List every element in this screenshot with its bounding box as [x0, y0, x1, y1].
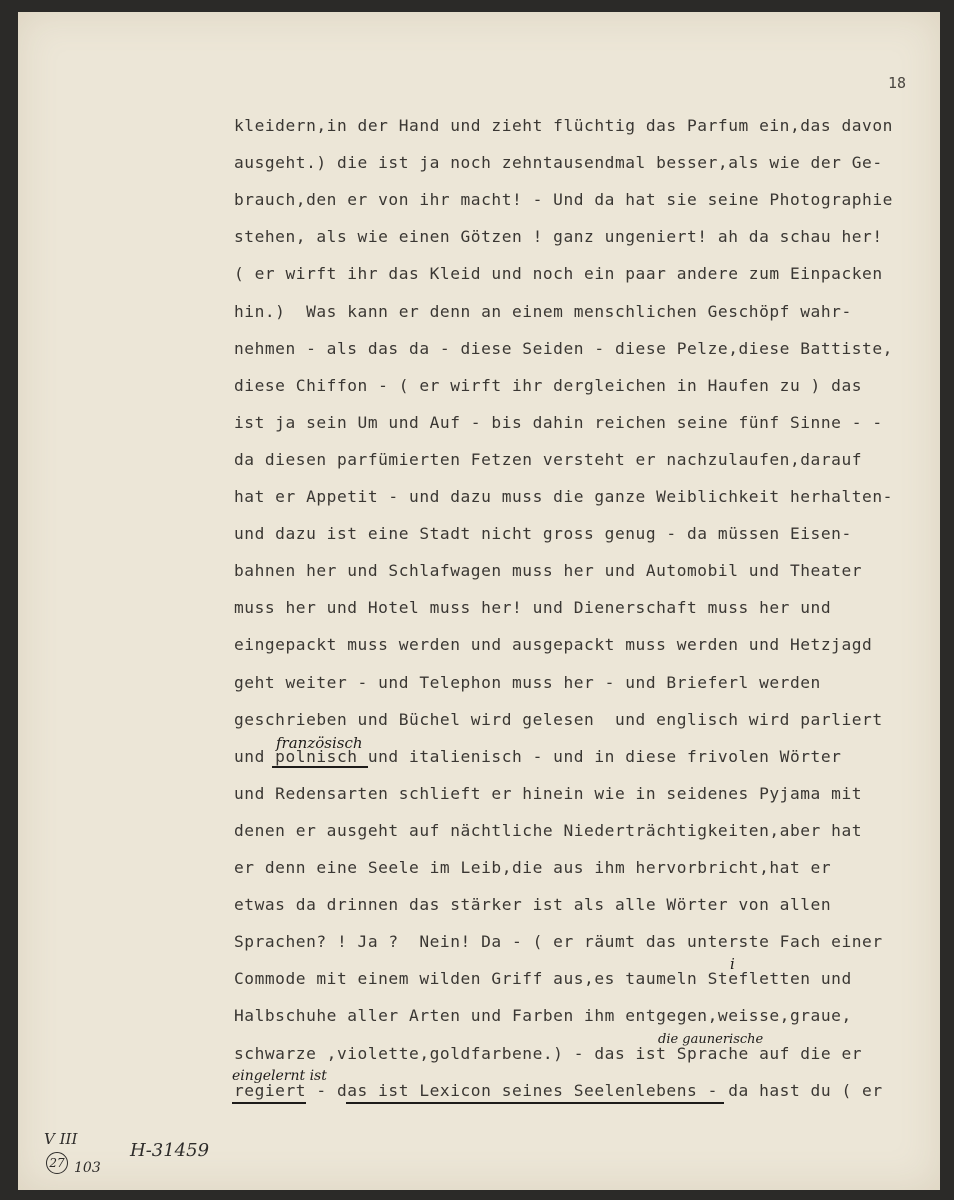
text-line: Sprachen? ! Ja ? Nein! Da - ( er räumt das unterste Fach einer [234, 932, 883, 952]
handwritten-gaunerische: die gaunerische [658, 1032, 764, 1047]
text-line: ist ja sein Um und Auf - bis dahin reichen seine fünf Sinne - - [234, 412, 883, 432]
text-line: kleidern,in der Hand und zieht flüchtig das Parfum ein,das davon [234, 116, 893, 135]
text-line: bahnen her und Schlafwagen muss her und Automobil und Theater [234, 561, 863, 581]
archive-inventory-number: H-31459 [130, 1140, 210, 1161]
text-line: diese Chiffon - ( er wirft ihr dergleichen in Haufen zu ) das [234, 375, 863, 395]
text-line: und polnisch und italienisch - und in diese frivolen Wörter [234, 746, 842, 766]
text-line: Halbschuhe aller Arten und Farben ihm entgegen,weisse,graue, [234, 1006, 852, 1026]
text-line: denen er ausgeht auf nächtliche Niederträchtigkeiten,aber hat [234, 820, 863, 840]
text-line: ausgeht.) die ist ja noch zehntausendmal besser,als wie der Ge- [234, 153, 883, 173]
archive-circled-number: 27 [46, 1152, 68, 1174]
text-line: eingepackt muss werden und ausgepackt muss werden und Hetzjagd [234, 635, 873, 655]
text-line: geht weiter - und Telephon muss her - und Brieferl werden [234, 672, 821, 692]
archive-shelf-mark: V III [44, 1130, 78, 1148]
handwritten-eingelernt: eingelernt ist [232, 1068, 327, 1084]
archive-folio: 103 [74, 1160, 101, 1176]
text-line: hin.) Was kann er denn an einem menschlichen Geschöpf wahr- [234, 301, 852, 321]
handwritten-franzoesisch: französisch [276, 734, 363, 752]
text-line: etwas da drinnen das stärker ist als alle Wörter von allen [234, 895, 832, 915]
strikethrough-regiert [232, 1102, 306, 1104]
strikethrough-polnisch [272, 766, 368, 768]
text-line: ( er wirft ihr das Kleid und noch ein paar andere zum Einpacken [234, 264, 883, 284]
text-line: regiert - das ist Lexicon seines Seelenlebens - da hast du ( er [234, 1080, 883, 1100]
strikethrough-lexicon [346, 1102, 724, 1104]
page-number: 18 [888, 74, 907, 92]
text-line: stehen, als wie einen Götzen ! ganz ungeniert! ah da schau her! [234, 227, 883, 247]
text-line: er denn eine Seele im Leib,die aus ihm hervorbricht,hat er [234, 858, 832, 877]
text-line: und Redensarten schlieft er hinein wie in seidenes Pyjama mit [234, 783, 863, 803]
text-line: muss her und Hotel muss her! und Dienerschaft muss her und [234, 598, 832, 618]
text-line: geschrieben und Büchel wird gelesen und englisch wird parliert [234, 709, 883, 729]
text-line: Commode mit einem wilden Griff aus,es taumeln Stefletten und [234, 969, 852, 989]
text-line: da diesen parfümierten Fetzen versteht er nachzulaufen,darauf [234, 449, 863, 469]
text-line: schwarze ,violette,goldfarbene.) - das ist Sprache auf die er [234, 1043, 863, 1063]
text-line: brauch,den er von ihr macht! - Und da hat sie seine Photographie [234, 190, 893, 210]
text-line: und dazu ist eine Stadt nicht gross genug - da müssen Eisen- [234, 524, 852, 544]
text-line: hat er Appetit - und dazu muss die ganze Weiblichkeit herhalten- [234, 487, 893, 506]
text-line: nehmen - als das da - diese Seiden - diese Pelze,diese Battiste, [234, 338, 893, 358]
handwritten-i-insert: i [730, 955, 735, 973]
